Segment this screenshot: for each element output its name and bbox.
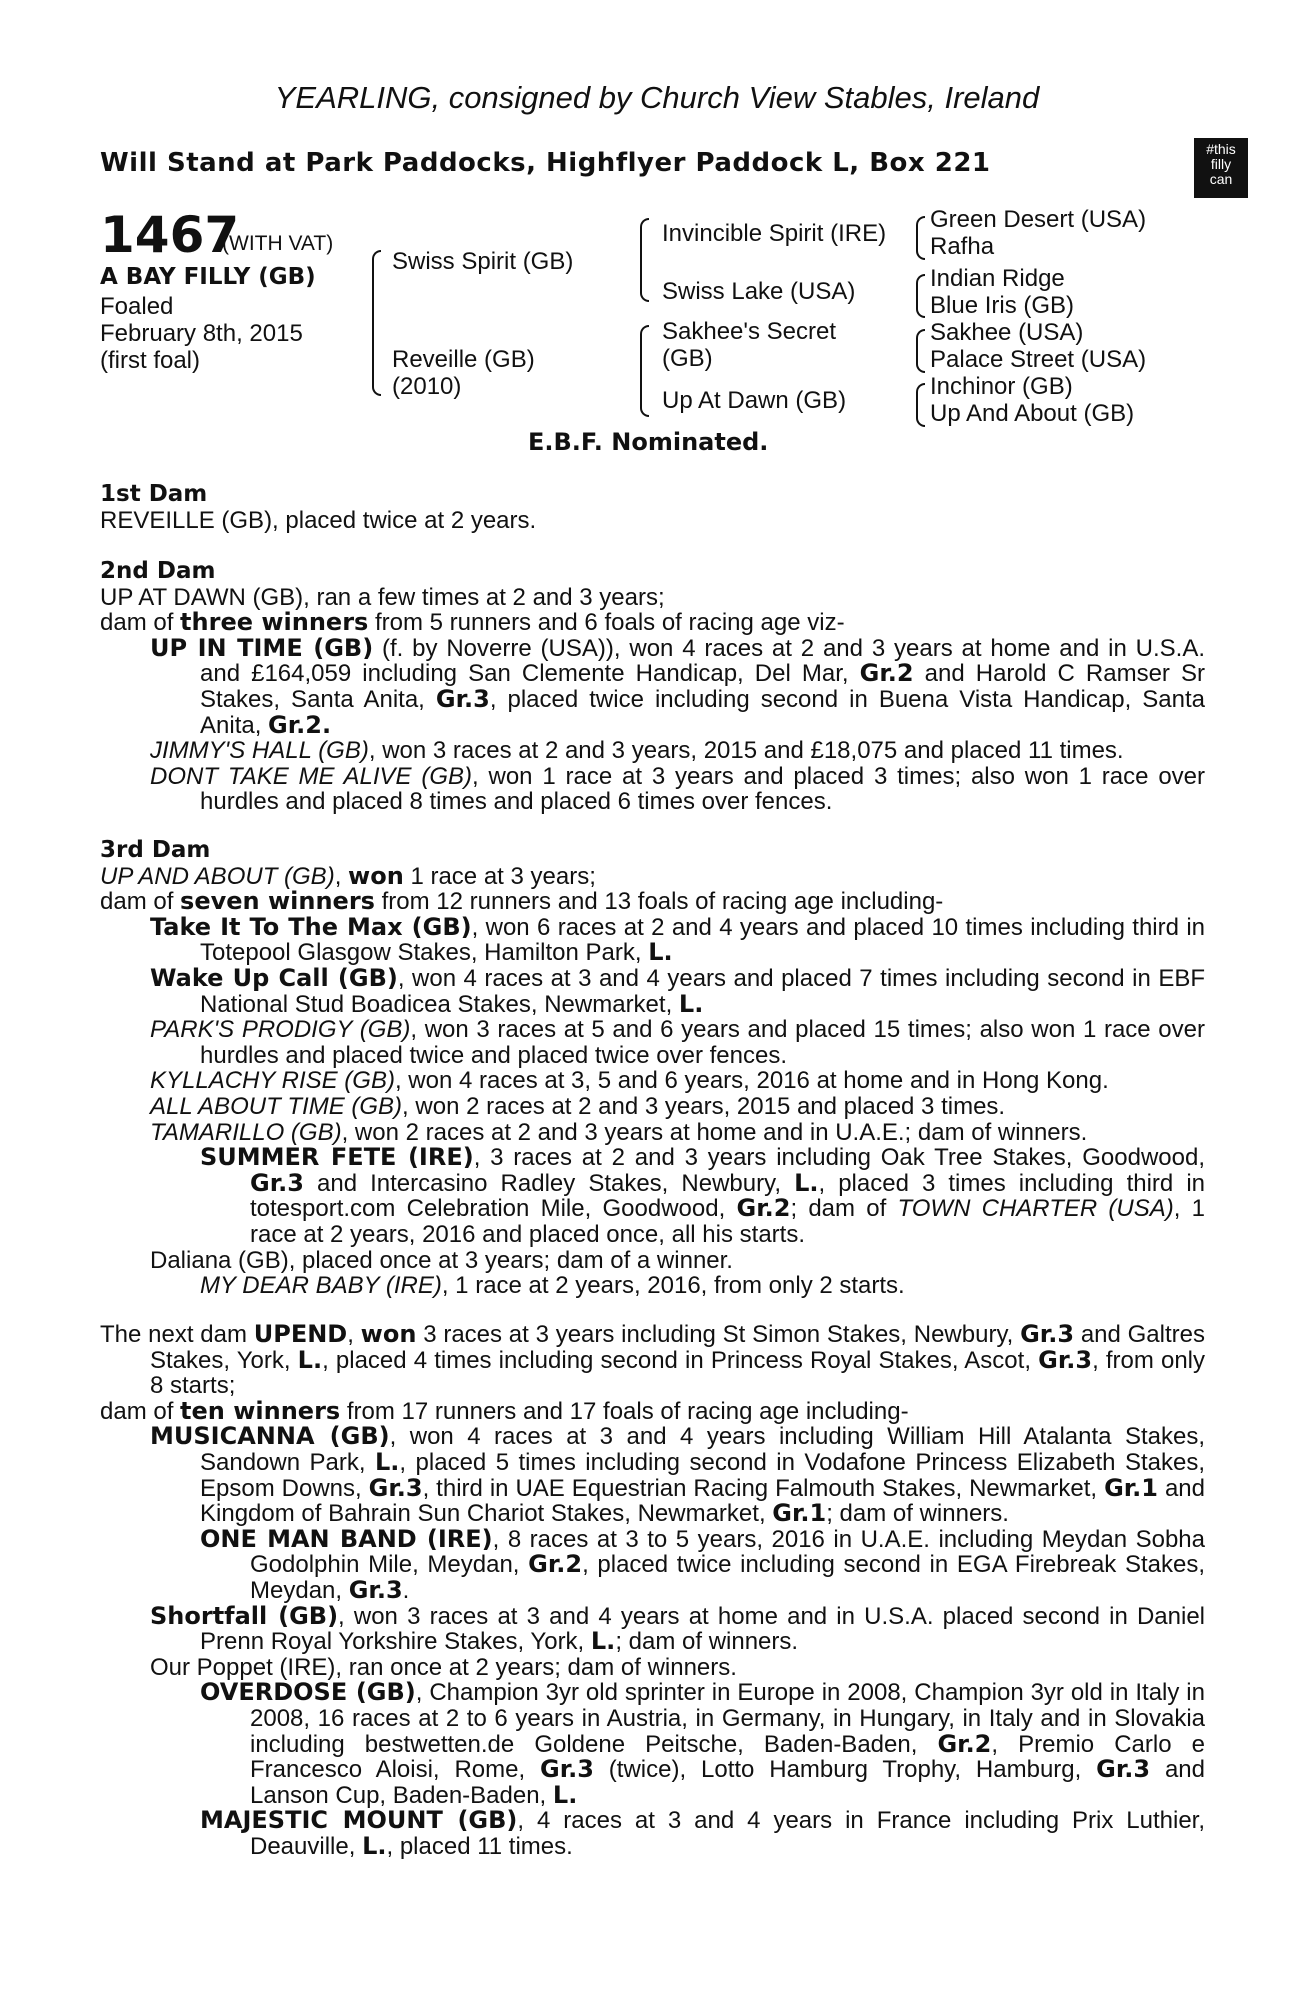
dam-produce-summary	[100, 610, 1205, 636]
text: , won 2 races at 2 and 3 years at home and in U.A.E.; dam of winners.	[341, 1118, 1088, 1146]
text: (twice), Lotto Hamburg Trophy, Hamburg,	[593, 1756, 1097, 1784]
text: , won 6 races at 2 and 4 years and placed 10 times including third in Totepool Glasgow Stakes, Hamilton Park,	[200, 913, 1206, 967]
horse-name: UP IN TIME (GB)	[150, 633, 374, 662]
text: , 1 race at 2 years, 2016, from only 2 starts.	[441, 1272, 905, 1300]
dam: Reveille (GB)	[392, 346, 535, 373]
horse-name: KYLLACHY RISE (GB)	[150, 1067, 395, 1095]
winners-count: ten winners	[180, 1396, 341, 1425]
horse-name: MY DEAR BABY (IRE)	[200, 1272, 442, 1300]
next-dam-line	[100, 1322, 1205, 1399]
horse-name: ALL ABOUT TIME (GB)	[150, 1092, 403, 1120]
text: , 4 races at 3 and 4 years in France including Prix Luthier, Deauville,	[250, 1807, 1206, 1860]
text: and Kingdom of Bahrain Sun Chariot Stakes, Newmarket,	[200, 1474, 1205, 1528]
text: , placed twice including second in EGA Firebreak Stakes, Meydan,	[250, 1551, 1205, 1604]
pedigree-bracket	[916, 329, 925, 373]
text: , won 3 races at 2 and 3 years, 2015 and £18,075 and placed 11 times.	[368, 737, 1124, 765]
ddd: Up And About (GB)	[930, 400, 1135, 427]
first-dam-text: REVEILLE (GB), placed twice at 2 years.	[100, 506, 537, 534]
text: from 12 runners and 13 foals of racing age including-	[374, 888, 944, 916]
vat-note: (WITH VAT)	[222, 232, 334, 255]
text: ,	[334, 862, 349, 890]
dam-produce-summary	[100, 1396, 1205, 1425]
grade: Gr.3	[435, 684, 490, 713]
grade: Gr.3	[368, 1473, 423, 1502]
produce-entry	[100, 1524, 1206, 1604]
horse-name: MUSICANNA (GB)	[150, 1422, 390, 1451]
dam-line	[100, 861, 1205, 890]
horse-name: MAJESTIC MOUNT (GB)	[200, 1806, 518, 1835]
grade: Gr.3	[540, 1755, 594, 1784]
catalogue-header: YEARLING, consigned by Church View Stables, Ireland	[274, 80, 1040, 115]
pedigree-bracket	[916, 274, 925, 318]
winners-count: seven winners	[180, 887, 375, 916]
won: won	[348, 861, 404, 890]
text: .	[402, 1576, 410, 1604]
produce-entry	[100, 1068, 1205, 1094]
dds: Inchinor (GB)	[930, 373, 1073, 400]
grade: Gr.2	[528, 1550, 583, 1579]
lot-number: 1467	[100, 206, 240, 264]
winners-count: three winners	[180, 608, 369, 637]
next-dam-section	[100, 1322, 1205, 1859]
this-filly-can-logo	[1194, 138, 1248, 198]
grade: Gr.2	[859, 659, 914, 688]
produce-entry	[100, 1120, 1205, 1146]
horse-name: OVERDOSE (GB)	[200, 1678, 416, 1707]
text: , won 4 races at 3 and 4 years including William Hill Atalanta Stakes, Sandown Park,	[200, 1423, 1205, 1476]
third-dam-section	[100, 838, 1205, 1299]
sds: Indian Ridge	[930, 265, 1065, 292]
text: ; dam of winners.	[615, 1628, 799, 1656]
sire-sire: Invincible Spirit (IRE)	[662, 220, 887, 247]
text: and Harold C Ramser Sr Stakes, Santa Anita,	[200, 660, 1205, 713]
horse-name: UPEND	[253, 1320, 348, 1348]
horse-name: Wake Up Call (GB)	[150, 963, 398, 992]
lot-description: A BAY FILLY (GB)	[100, 264, 316, 290]
text: 3 races at 3 years including St Simon Stakes, Newbury,	[416, 1321, 1021, 1348]
produce-entry	[100, 1424, 1205, 1526]
text: , won 1 race at 3 years and placed 3 times; also won 1 race over hurdles and placed 8 times and placed 6 times over fences.	[200, 762, 1206, 816]
produce-entry	[100, 1273, 1205, 1299]
horse-name: TAMARILLO (GB)	[150, 1118, 342, 1146]
listed: L.	[297, 1345, 323, 1374]
produce-entry	[100, 1808, 1205, 1859]
text: and Intercasino Radley Stakes, Newbury,	[303, 1169, 795, 1197]
section-heading: 3rd Dam	[100, 837, 211, 863]
grade: Gr.2	[937, 1729, 992, 1758]
text: , won 3 races at 5 and 6 years and placed 15 times; also won 1 race over hurdles and placed twice and placed twice over fences.	[200, 1016, 1205, 1069]
text: , won 2 races at 2 and 3 years, 2015 and placed 3 times.	[402, 1092, 1006, 1120]
pedigree-bracket	[640, 218, 649, 302]
grade: Gr.3	[250, 1168, 304, 1197]
text: , 8 races at 3 to 5 years, 2016 in U.A.E. including Meydan Sobha Godolphin Mile, Meydan,	[250, 1525, 1206, 1579]
horse-name: ONE MAN BAND (IRE)	[200, 1524, 493, 1553]
text: 1 race at 3 years;	[403, 862, 596, 890]
text: , placed 4 times including second in Princess Royal Stakes, Ascot,	[322, 1346, 1039, 1374]
text: dam of	[100, 888, 181, 916]
horse-name: SUMMER FETE (IRE)	[200, 1143, 474, 1172]
text: ; dam of	[790, 1195, 898, 1223]
dam-year: (2010)	[392, 373, 462, 400]
text: , placed 5 times including second in Vodafone Princess Elizabeth Stakes, Epsom Downs,	[200, 1448, 1206, 1502]
listed: L.	[590, 1627, 616, 1656]
sdd: Blue Iris (GB)	[930, 292, 1075, 319]
text: The next dam	[100, 1321, 254, 1348]
grade: Gr.2	[736, 1194, 791, 1223]
dss: Sakhee (USA)	[930, 319, 1084, 346]
produce-entry: Daliana (GB), placed once at 3 years; dam of a winner.	[150, 1246, 733, 1274]
text: , won 4 races at 3, 5 and 6 years, 2016 at home and in Hong Kong.	[394, 1067, 1109, 1095]
foaled-label: Foaled	[100, 293, 174, 320]
horse-name: UP AND ABOUT (GB)	[100, 862, 335, 890]
produce-entry	[100, 764, 1205, 815]
produce-entry	[100, 1094, 1205, 1120]
grade: Gr.2.	[268, 710, 332, 739]
horse-name: Shortfall (GB)	[150, 1601, 339, 1630]
pedigree-bracket	[372, 250, 381, 396]
produce-entry	[100, 1680, 1205, 1808]
text: , placed twice including second in Buena Vista Handicap, Santa Anita,	[200, 685, 1205, 739]
won: won	[360, 1320, 417, 1348]
section-heading: 1st Dam	[100, 481, 208, 507]
text: (f. by Noverre (USA)), won 4 races at 2 and 3 years at home and in U.S.A. and £164,059 including San Clemente Handicap, Del Mar,	[200, 634, 1205, 688]
grade: Gr.3	[348, 1575, 403, 1604]
dam-dam: Up At Dawn (GB)	[662, 387, 847, 414]
text: , won 4 races at 3 and 4 years and placed 7 times including second in EBF National Stud Boadicea Stakes, Newmarket,	[200, 964, 1205, 1018]
listed: L.	[375, 1447, 400, 1476]
produce-entry	[100, 912, 1206, 967]
pedigree-bracket	[916, 383, 925, 427]
dam-line: UP AT DAWN (GB), ran a few times at 2 and 3 years;	[100, 583, 665, 611]
ebf-nominated: E.B.F. Nominated.	[528, 428, 769, 456]
text: ,	[347, 1321, 361, 1348]
first-dam-section	[100, 482, 1205, 533]
second-dam-section	[100, 559, 1205, 815]
sire: Swiss Spirit (GB)	[392, 248, 574, 275]
text: , 1 race at 2 years, 2016 and placed once, all his starts.	[250, 1195, 1206, 1248]
horse-name: PARK'S PRODIGY (GB)	[150, 1016, 411, 1044]
produce-entry	[100, 1601, 1206, 1656]
pedigree-bracket	[640, 325, 649, 417]
text: , placed 11 times.	[386, 1832, 573, 1860]
text: dam of	[100, 609, 181, 637]
text: , 3 races at 2 and 3 years including Oak Tree Stakes, Goodwood,	[473, 1144, 1205, 1172]
text: , third in UAE Equestrian Racing Falmouth Stakes, Newmarket,	[422, 1474, 1105, 1502]
dam-sire-country: (GB)	[662, 345, 713, 372]
produce-entry	[100, 738, 1205, 764]
ssd: Rafha	[930, 233, 995, 260]
listed: L.	[678, 989, 704, 1018]
text: and Galtres Stakes, York,	[150, 1321, 1205, 1374]
pedigree-bracket	[916, 216, 925, 260]
sire-dam: Swiss Lake (USA)	[662, 278, 856, 305]
horse-name: JIMMY'S HALL (GB)	[150, 737, 369, 765]
listed: L.	[362, 1831, 387, 1860]
grade: Gr.1	[1104, 1473, 1158, 1502]
dsd: Palace Street (USA)	[930, 346, 1147, 373]
text: , placed 3 times including third in totesport.com Celebration Mile, Goodwood,	[250, 1169, 1206, 1223]
horse-name: TOWN CHARTER (USA)	[897, 1195, 1174, 1223]
text: , Premio Carlo e Francesco Aloisi, Rome,	[250, 1730, 1205, 1784]
text: , won 3 races at 3 and 4 years at home and in U.S.A. placed second in Daniel Prenn Royal Yorkshire Stakes, York,	[200, 1602, 1206, 1656]
produce-entry	[100, 963, 1205, 1018]
grade: Gr.1	[772, 1499, 827, 1528]
listed: L.	[648, 938, 673, 967]
grade: Gr.3	[1020, 1320, 1075, 1348]
logo-line: #this	[1206, 141, 1236, 157]
dam-sire: Sakhee's Secret	[662, 318, 837, 345]
text: from 17 runners and 17 foals of racing age including-	[340, 1397, 909, 1425]
produce-entry	[100, 633, 1205, 739]
text: dam of	[100, 1397, 181, 1425]
logo-line: filly	[1210, 156, 1232, 172]
produce-entry: Our Poppet (IRE), ran once at 2 years; dam of winners.	[150, 1653, 737, 1681]
text: from 5 runners and 6 foals of racing age viz-	[368, 609, 845, 637]
horse-name: DONT TAKE ME ALIVE (GB)	[150, 762, 472, 790]
dam-produce-summary	[100, 889, 1205, 915]
text: , Champion 3yr old sprinter in Europe in 2008, Champion 3yr old in Italy in 2008, 16 races at 2 to 6 years in Austria, in Germany, in Hungary, in Italy and in Slovakia including bestwetten.de Goldene Peitsche, Baden-Baden,	[250, 1679, 1205, 1758]
logo-line: can	[1209, 171, 1233, 187]
produce-entry	[100, 1017, 1205, 1068]
grade: Gr.3	[1096, 1755, 1151, 1784]
text: and Lanson Cup, Baden-Baden,	[250, 1756, 1205, 1809]
listed: L.	[794, 1168, 819, 1197]
first-foal-note: (first foal)	[100, 347, 201, 374]
produce-entry	[100, 1145, 1205, 1247]
grade: Gr.3	[1038, 1345, 1093, 1374]
section-heading: 2nd Dam	[100, 558, 216, 584]
text: ; dam of winners.	[826, 1500, 1009, 1528]
sss: Green Desert (USA)	[930, 206, 1147, 233]
listed: L.	[552, 1780, 578, 1809]
text: , from only 8 starts;	[150, 1346, 1206, 1400]
foaled-date: February 8th, 2015	[100, 320, 303, 347]
horse-name: Take It To The Max (GB)	[150, 912, 472, 941]
stand-location: Will Stand at Park Paddocks, Highflyer Paddock L, Box 221	[100, 148, 991, 178]
